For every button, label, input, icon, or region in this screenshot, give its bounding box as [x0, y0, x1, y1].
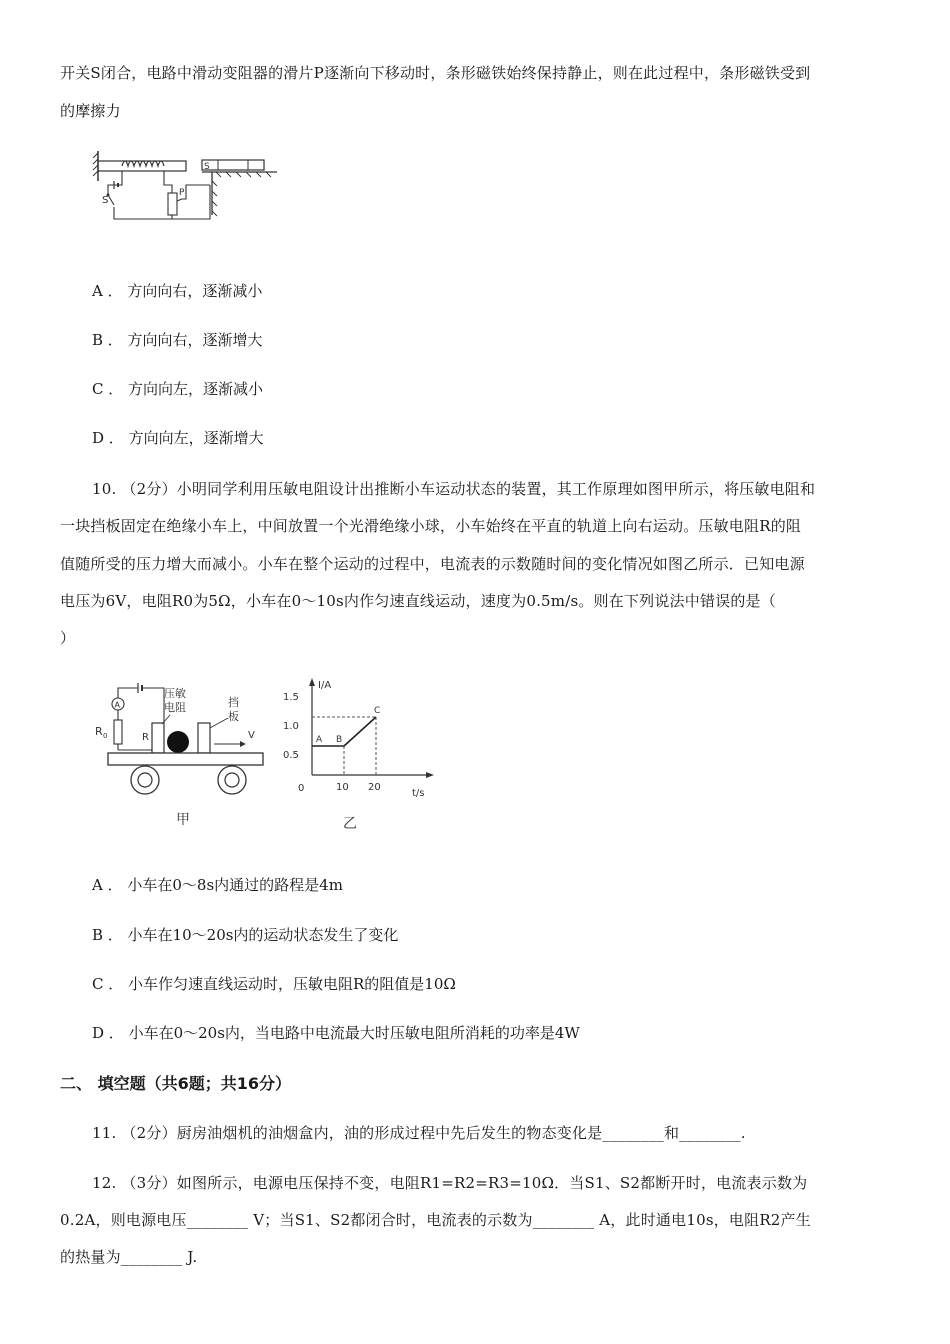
q9-option-d[interactable]: D ． 方向向左，逐渐增大: [92, 429, 264, 447]
q11-stem: 11. （2分）厨房油烟机的油烟盒内，油的形成过程中先后发生的物态变化是________和________.: [92, 1124, 746, 1142]
q10-stem-line3: 值随所受的压力增大而减小。小车在整个运动的过程中，电流表的示数随时间的变化情况如图乙所示．已知电源: [60, 555, 805, 573]
q10-stem-line1: 10. （2分）小明同学利用压敏电阻设计出推断小车运动状态的装置，其工作原理如图甲所示，将压敏电阻和: [92, 480, 816, 498]
pressure-label-2: 电阻: [164, 701, 186, 714]
q10-option-c[interactable]: C ． 小车作匀速直线运动时，压敏电阻R的阻值是10Ω: [92, 975, 456, 993]
y-tick-0-5: 0.5: [283, 750, 299, 761]
pressure-label-1: 压敏: [164, 687, 186, 700]
r0-subscript: 0: [103, 732, 108, 740]
x-axis-label: t/s: [412, 788, 425, 799]
q10-stem-line4: 电压为6V，电阻R0为5Ω，小车在0～10s内作匀速直线运动，速度为0.5m/s。则在下列说法中错误的是（: [60, 592, 776, 610]
q12-stem-line1: 12. （3分）如图所示，电源电压保持不变，电阻R1=R2=R3=10Ω．当S1、S2都断开时，电流表示数为: [92, 1174, 808, 1192]
y-tick-1-0: 1.0: [283, 721, 299, 732]
y-axis-arrow: [309, 678, 315, 686]
q10-stem-line5: ）: [60, 629, 76, 647]
q10-option-b[interactable]: B ． 小车在10～20s内的运动状态发生了变化: [92, 926, 399, 944]
series-segment-1: [344, 717, 376, 746]
x-tick-20: 20: [368, 782, 381, 793]
q9-option-c[interactable]: C ． 方向向左，逐渐减小: [92, 380, 264, 398]
x-tick-10: 10: [336, 782, 349, 793]
q10-option-a[interactable]: A ． 小车在0～8s内通过的路程是4m: [92, 876, 343, 894]
q10-option-d[interactable]: D ． 小车在0～20s内，当电路中电流最大时压敏电阻所消耗的功率是4W: [92, 1024, 580, 1042]
point-label-c: C: [374, 706, 381, 716]
velocity-label: V: [248, 730, 255, 741]
q10-stem-line2: 一块挡板固定在绝缘小车上，中间放置一个光滑绝缘小球，小车始终在平直的轨道上向右运动。压敏电阻R的阻: [60, 517, 802, 535]
board-label-1: 挡: [228, 696, 239, 709]
slider-p-label: P: [179, 188, 185, 198]
figure-jia-caption: 甲: [176, 812, 190, 828]
y-axis-label: I/A: [318, 680, 332, 691]
r-label: R: [142, 732, 149, 743]
point-label-a: A: [316, 735, 323, 745]
ammeter-label: A: [114, 700, 120, 710]
q10-figure-jia: [90, 678, 270, 838]
origin-label: 0: [298, 783, 305, 794]
q9-option-a[interactable]: A ． 方向向右，逐渐减小: [92, 282, 263, 300]
point-label-b: B: [336, 735, 343, 745]
q12-stem-line2: 0.2A，则电源电压________ V；当S1、S2都闭合时，电流表的示数为________ A，此时通电10s，电阻R2产生: [60, 1211, 811, 1229]
board-label-2: 板: [228, 710, 239, 723]
q9-circuit-figure: [92, 145, 287, 225]
q9-stem-line2: 的摩擦力: [60, 102, 121, 120]
r0-label: R: [95, 725, 103, 738]
q9-stem-line1: 开关S闭合，电路中滑动变阻器的滑片P逐渐向下移动时，条形磁铁始终保持静止，则在此过程中，条形磁铁受到: [60, 64, 811, 82]
caption-yi: 乙: [343, 816, 357, 832]
q10-figure-yi-chart: [280, 670, 450, 840]
x-axis-arrow: [426, 772, 434, 778]
switch-label: S: [102, 195, 109, 206]
section-2-title: 二、 填空题（共6题；共16分）: [60, 1074, 291, 1093]
q12-stem-line3: 的热量为________ J.: [60, 1248, 198, 1266]
q9-option-b[interactable]: B ． 方向向右，逐渐增大: [92, 331, 263, 349]
y-tick-1-5: 1.5: [283, 692, 299, 703]
magnet-s-label: S: [204, 162, 210, 172]
